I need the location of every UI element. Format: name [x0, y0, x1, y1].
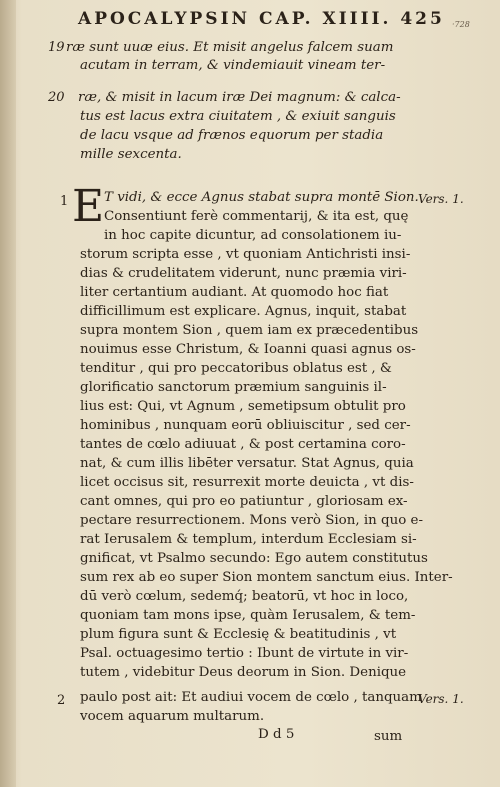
text-line: de lacu vsque ad frænos equorum per stadia	[80, 128, 384, 143]
text-line: liter certantium audiant. At quomodo hoc fiat	[80, 285, 389, 300]
drop-cap: E	[72, 181, 105, 232]
text-line: paulo post ait: Et audiui vocem de cœlo , tanquam	[80, 690, 422, 705]
text-line: ræ sunt uuæ eius. Et misit angelus falcem suam	[66, 40, 394, 55]
text-line: pectare resurrectionem. Mons verò Sion, in quo e-	[80, 513, 423, 528]
text-line: dias & crudelitatem viderunt, nunc præmia viri-	[80, 266, 407, 281]
text-line: plum figura sunt & Ecclesię & beatitudinis , vt	[80, 627, 397, 642]
text-line: cant omnes, qui pro eo patiuntur , gloriosam ex-	[80, 494, 408, 509]
text-line: nat, & cum illis libēter versatur. Stat Agnus, quia	[80, 456, 414, 471]
margin-pencil-note: ·728	[452, 20, 470, 29]
text-line: Consentiunt ferè commentarij, & ita est, quę	[104, 209, 409, 224]
text-line: ræ, & misit in lacum iræ Dei magnum: & calca-	[78, 90, 401, 105]
text-line: vocem aquarum multarum.	[80, 709, 265, 724]
text-line: glorificatio sanctorum præmium sanguinis il-	[80, 380, 387, 395]
text-line: licet occisus sit, resurrexit morte deuicta , vt dis-	[80, 475, 414, 490]
verse-reference: Vers. 1.	[418, 192, 464, 206]
verse-reference: Vers. 1.	[418, 692, 464, 706]
verse-number: 20	[48, 90, 65, 105]
text-line: Psal. octuagesimo tertio : Ibunt de virtute in vir-	[80, 646, 409, 661]
text-line: lius est: Qui, vt Agnum , semetipsum obtulit pro	[80, 399, 406, 414]
text-line: nouimus esse Christum, & Ioanni quasi agnus os-	[80, 342, 416, 357]
text-line: gnificat, vt Psalmo secundo: Ego autem constitutus	[80, 551, 428, 566]
running-header: APOCALYPSIN CAP. XIIII. 425	[78, 9, 445, 29]
text-line: in hoc capite dicuntur, ad consolationem iu-	[104, 228, 402, 243]
catchword: sum	[374, 729, 403, 744]
text-line: storum scripta esse , vt quoniam Antichristi insi-	[80, 247, 411, 262]
text-line: acutam in terram, & vindemiauit vineam ter-	[80, 58, 386, 73]
signature-mark: D d 5	[258, 727, 295, 742]
section-number: 2	[57, 693, 66, 708]
verse-number: 19	[48, 40, 65, 55]
text-line: tus est lacus extra ciuitatem , & exiuit sanguis	[80, 109, 396, 124]
section-number: 1	[60, 194, 69, 209]
text-line: supra montem Sion , quem iam ex præcedentibus	[80, 323, 419, 338]
text-line: rat Ierusalem & templum, interdum Ecclesiam si-	[80, 532, 417, 547]
text-line: hominibus , nunquam eorū obliuiscitur , sed cer-	[80, 418, 411, 433]
text-line: T vidi, & ecce Agnus stabat supra montē Sion.	[104, 190, 419, 205]
text-line: quoniam tam mons ipse, quàm Ierusalem, & tem-	[80, 608, 416, 623]
text-line: tantes de cœlo adiuuat , & post certamina coro-	[80, 437, 406, 452]
text-line: mille sexcenta.	[80, 147, 182, 162]
text-line: difficillimum est explicare. Agnus, inquit, stabat	[80, 304, 407, 319]
text-line: tutem , videbitur Deus deorum in Sion. Denique	[80, 665, 407, 680]
text-line: sum rex ab eo super Sion montem sanctum eius. Inter-	[80, 570, 453, 585]
text-line: dū verò cœlum, sedemq́; beatorū, vt hoc in loco,	[80, 589, 409, 604]
page-gutter	[0, 0, 16, 787]
text-line: tenditur , qui pro peccatoribus oblatus est , &	[80, 361, 392, 376]
